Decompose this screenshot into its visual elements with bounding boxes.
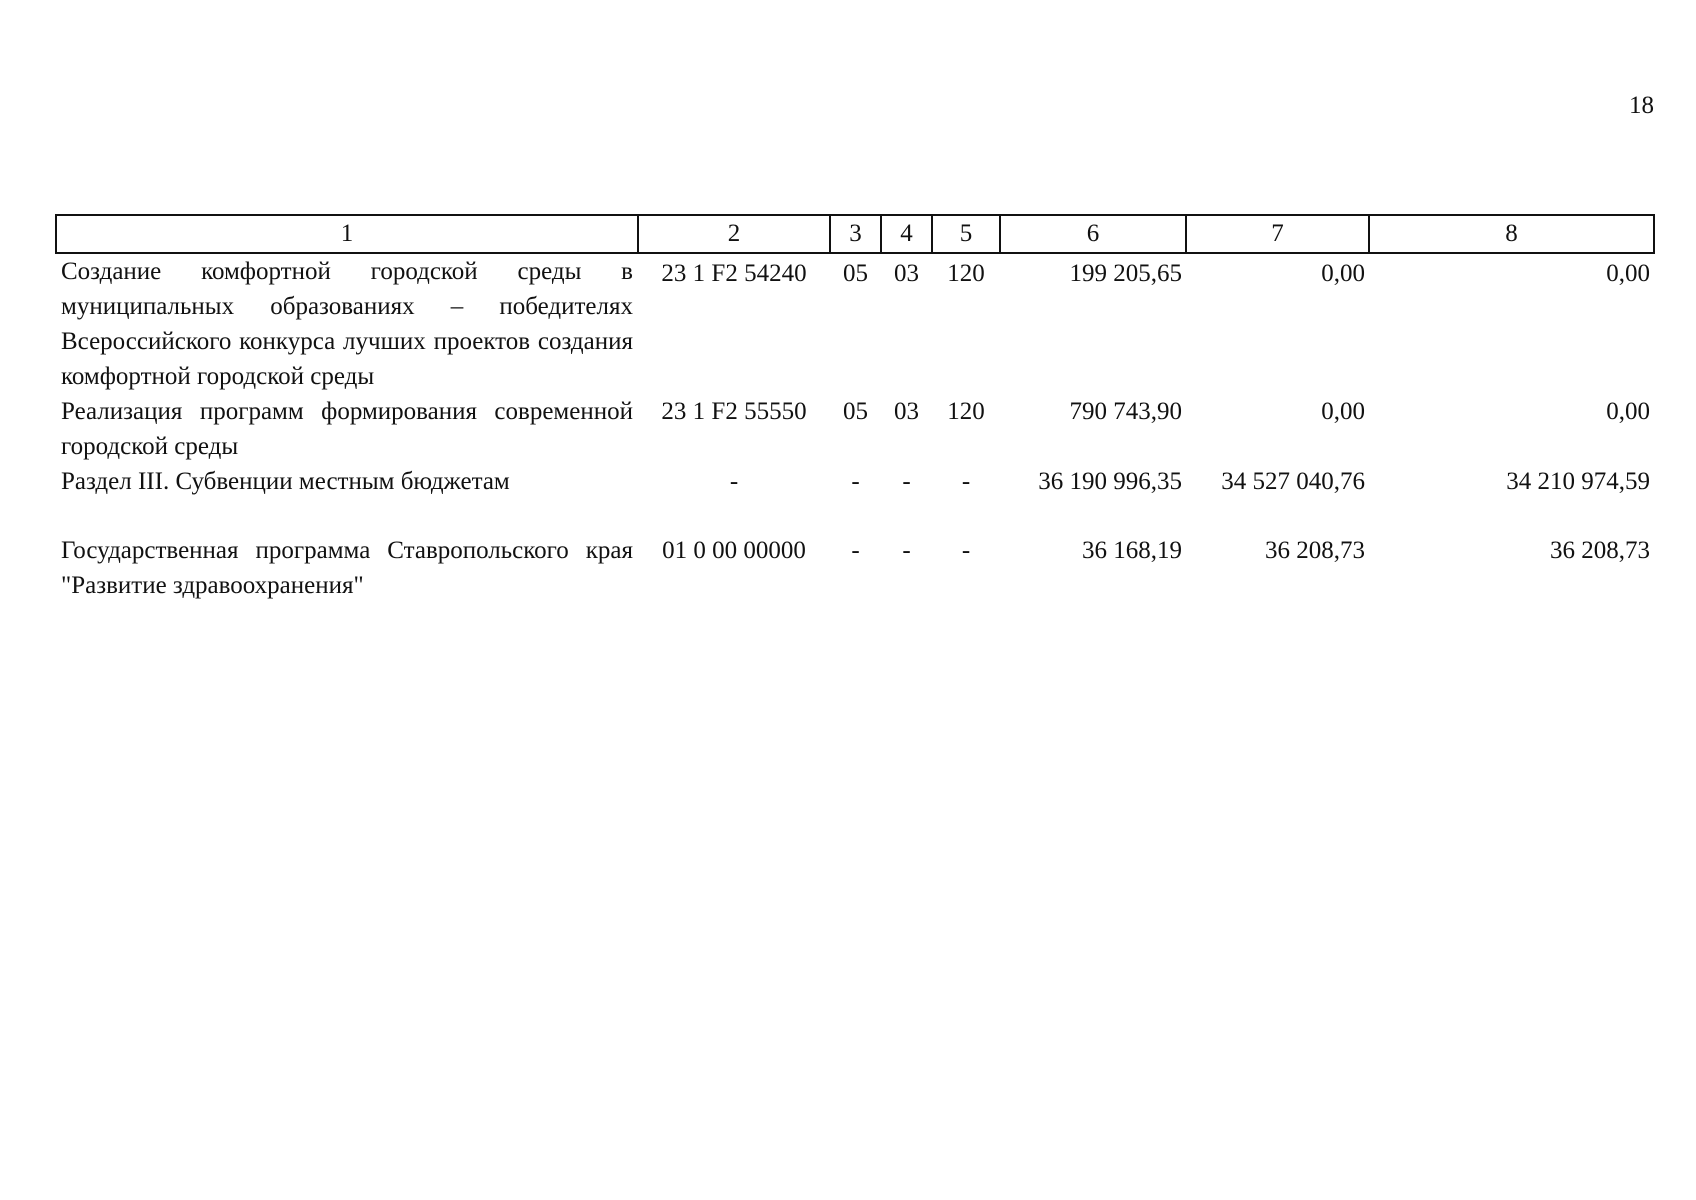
row-col-4: - xyxy=(902,468,911,495)
table-body xyxy=(56,253,1654,603)
budget-table xyxy=(55,214,1655,603)
header-cell-3: 3 xyxy=(830,215,881,253)
table-row xyxy=(56,533,1654,603)
row-col-3: 05 xyxy=(843,398,868,425)
row-code: - xyxy=(729,468,739,495)
row-col-3: 05 xyxy=(843,260,868,287)
row-col-8: 0,00 xyxy=(1606,398,1650,425)
row-col-6: 36 168,19 xyxy=(1082,537,1182,564)
row-col-4: 03 xyxy=(894,260,919,287)
header-cell-6: 6 xyxy=(1000,215,1186,253)
row-col-8: 34 210 974,59 xyxy=(1506,468,1650,495)
header-cell-8: 8 xyxy=(1369,215,1654,253)
page-number: 18 xyxy=(1629,92,1654,119)
header-cell-2: 2 xyxy=(638,215,830,253)
row-name: Создание комфортной городской среды в муниципальных образованиях – победителях Всероссийского конкурса лучших проектов создания комфортной городской среды xyxy=(61,258,633,390)
table-header xyxy=(56,215,1654,253)
row-code: 23 1 F2 54240 xyxy=(661,260,807,287)
row-name: Раздел III. Субвенции местным бюджетам xyxy=(61,468,510,495)
row-col-4: - xyxy=(902,537,911,564)
row-col-7: 36 208,73 xyxy=(1265,537,1365,564)
row-col-8: 36 208,73 xyxy=(1550,537,1650,564)
row-col-7: 0,00 xyxy=(1321,398,1365,425)
row-col-6: 199 205,65 xyxy=(1069,260,1182,287)
table-row xyxy=(56,394,1654,464)
row-col-3: - xyxy=(851,537,860,564)
row-col-7: 34 527 040,76 xyxy=(1221,468,1365,495)
header-cell-1: 1 xyxy=(56,215,638,253)
row-col-5: 120 xyxy=(947,398,985,425)
table-row xyxy=(56,253,1654,394)
row-col-4: 03 xyxy=(894,398,919,425)
row-col-7: 0,00 xyxy=(1321,260,1365,287)
header-cell-5: 5 xyxy=(932,215,1000,253)
row-col-6: 36 190 996,35 xyxy=(1038,468,1182,495)
row-col-6: 790 743,90 xyxy=(1069,398,1182,425)
row-col-5: - xyxy=(961,468,971,495)
row-col-8: 0,00 xyxy=(1606,260,1650,287)
row-code: 01 0 00 00000 xyxy=(662,537,806,564)
row-name: Государственная программа Ставропольского края "Развитие здравоохранения" xyxy=(61,537,633,599)
row-col-5: 120 xyxy=(947,260,985,287)
table-row xyxy=(56,464,1654,533)
row-col-5: - xyxy=(961,537,971,564)
header-cell-7: 7 xyxy=(1186,215,1369,253)
row-col-3: - xyxy=(851,468,860,495)
row-code: 23 1 F2 55550 xyxy=(661,398,807,425)
header-row xyxy=(56,215,1654,253)
header-cell-4: 4 xyxy=(881,215,932,253)
row-name: Реализация программ формирования современной городской среды xyxy=(61,398,633,460)
